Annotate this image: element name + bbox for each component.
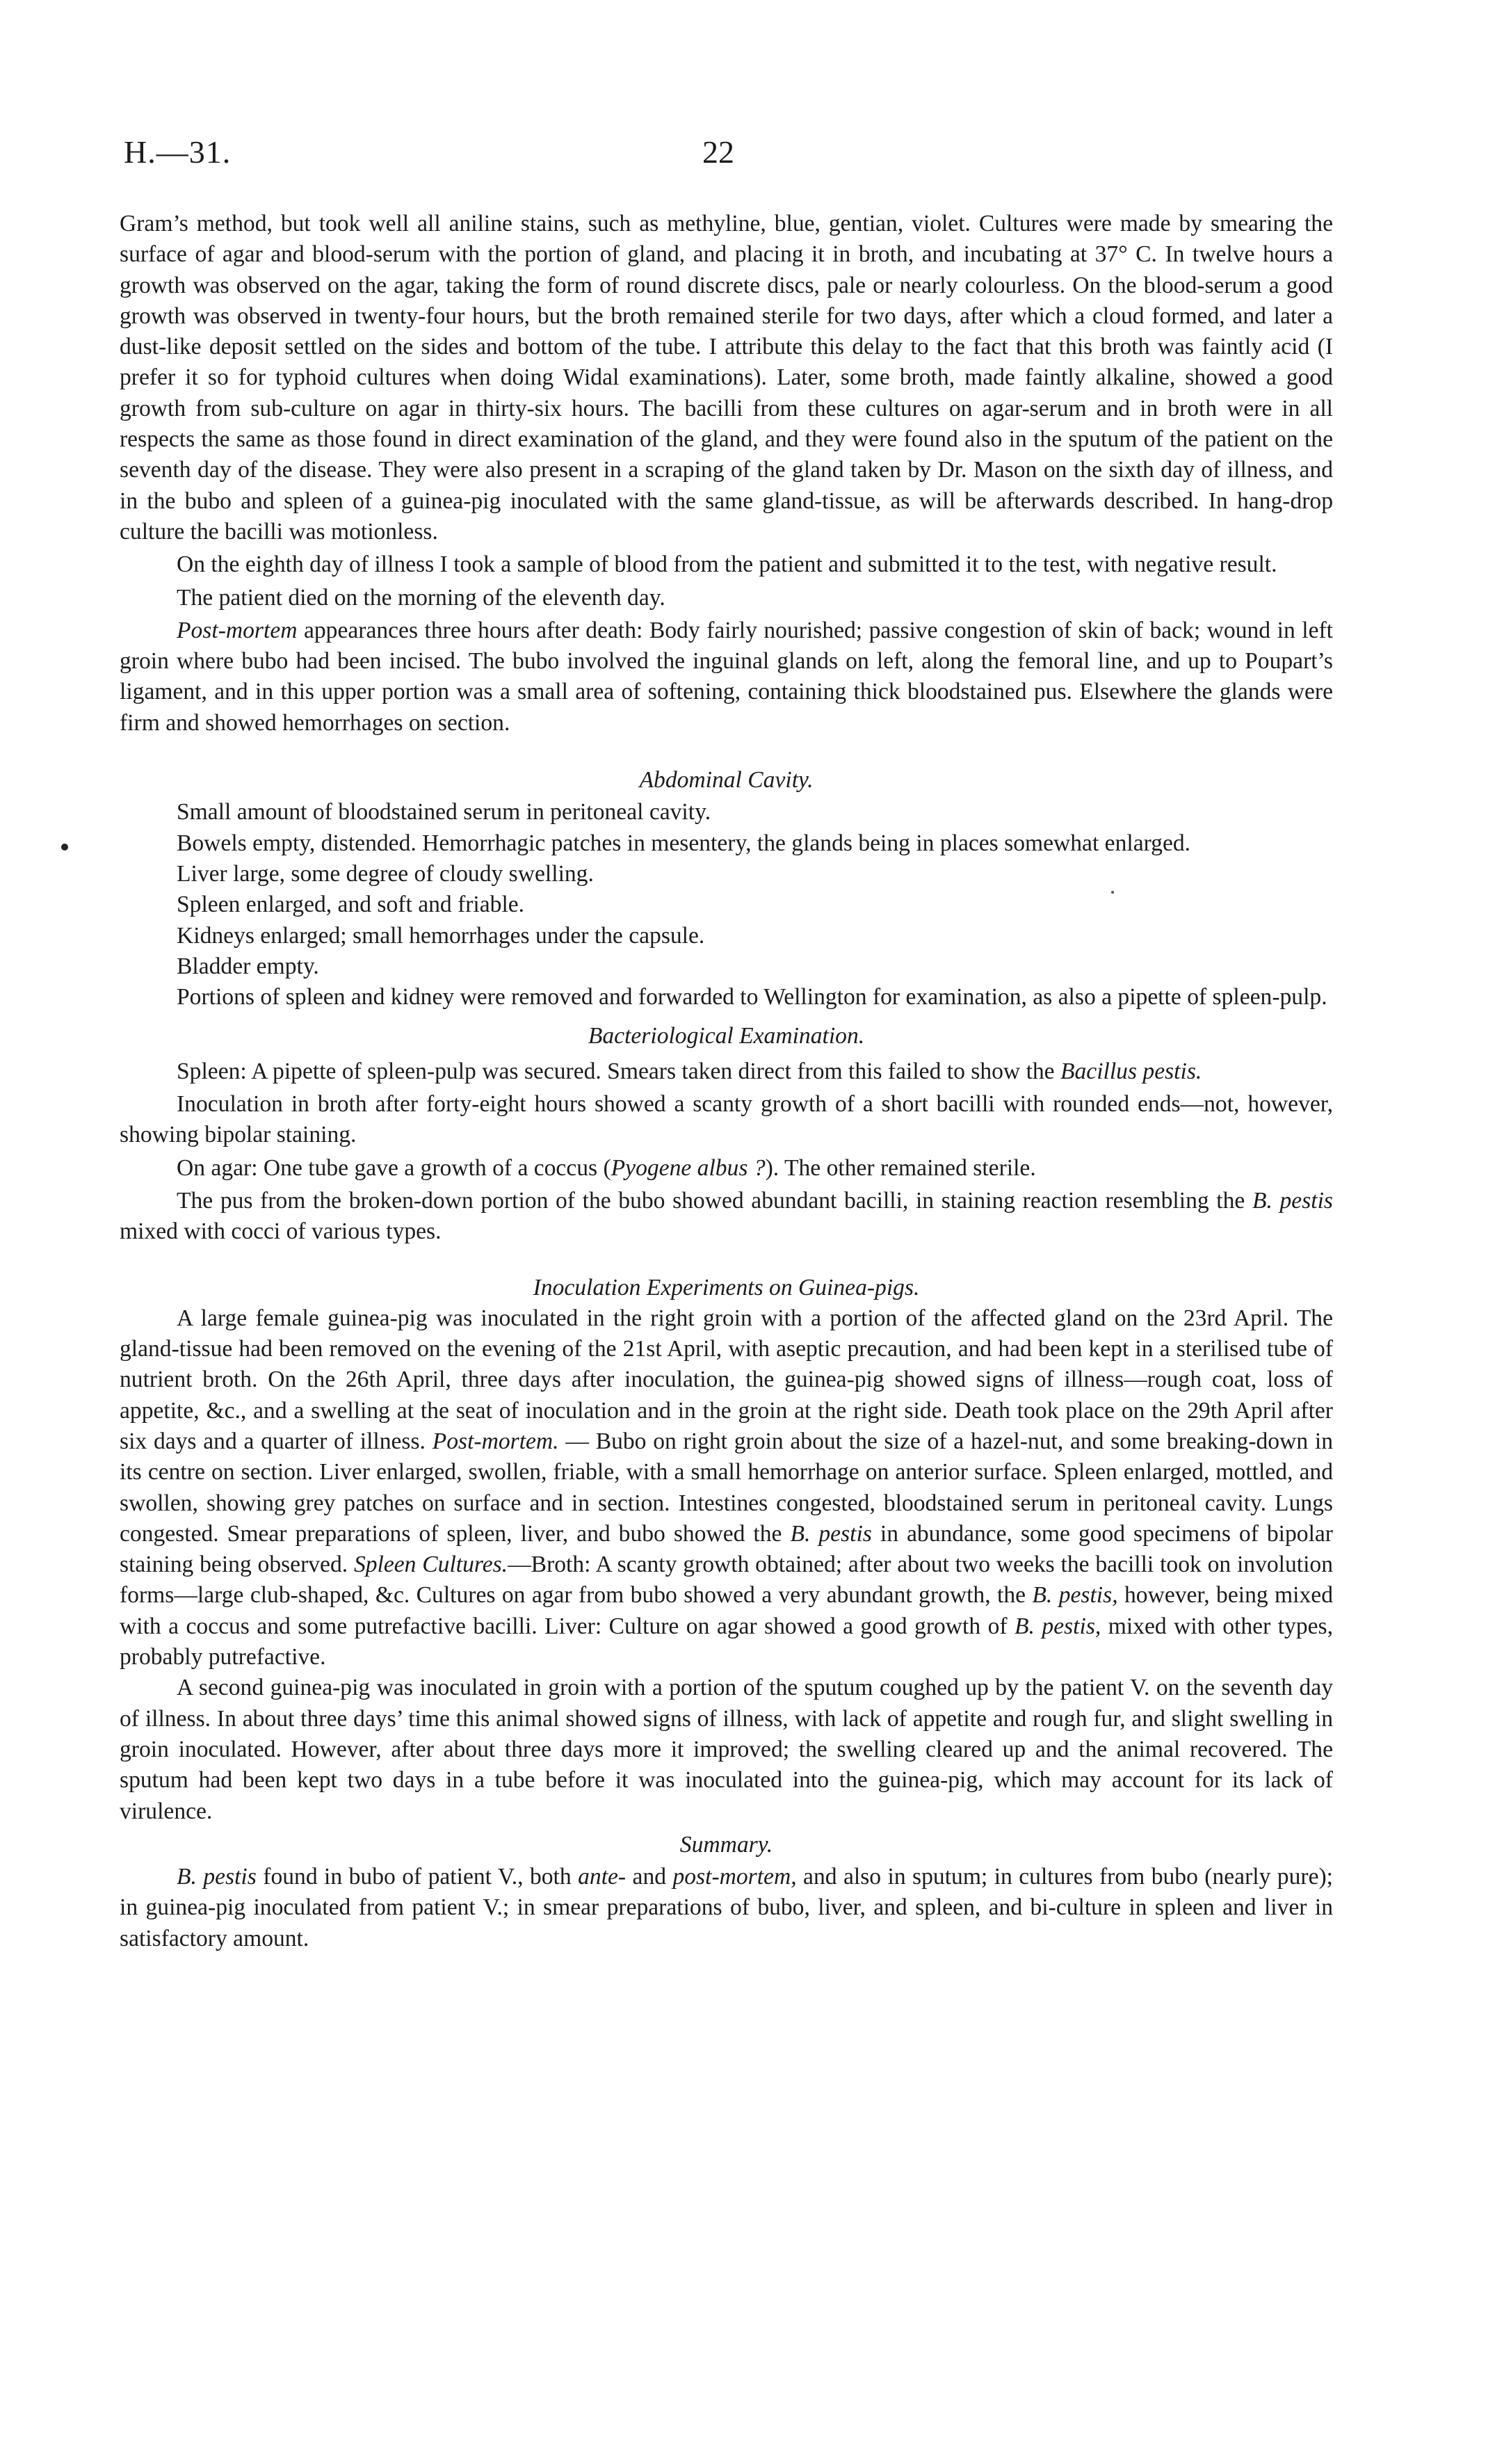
paragraph-blood-test: On the eighth day of illness I took a sample of blood from the patient and submitted it to the test, with negative result. bbox=[177, 551, 1277, 578]
emphasis-post-mortem-3: post-mortem, bbox=[672, 1864, 797, 1890]
abdominal-line-1: Small amount of bloodstained serum in peritoneal cavity. bbox=[177, 799, 711, 826]
inoculation-text-e: however, being mixed with a coccus and some putrefactive bacilli. Liver: Culture on agar showed a good growth of bbox=[120, 1582, 1333, 1639]
inoculation-text-a: A large female guinea-pig was inoculated in the right groin with a portion of the affected gland on the 23rd April. The gland-tissue had been removed on the evening of the 21st April, with aseptic precaution, and had been kept in a sterilised tube of nutrient broth. On the 26th April, three days after inoculation, the guinea-pig showed signs of illness—rough coat, loss of appetite, &c., and a swelling at the seat of inoculation and in the groin at the right side. Death took place on the 29th April after six days and a quarter of illness. bbox=[120, 1305, 1333, 1454]
summary-text-3: and also in sputum; in cultures from bubo (nearly pure); in guinea-pig inoculated from patient V.; in smear preparations of bubo, liver, and spleen, and bi-culture in spleen and liver in satisfactory amount. bbox=[120, 1864, 1333, 1951]
pus-text-a: The pus from the broken-down portion of the bubo showed abundant bacilli, in staining reaction resembling the bbox=[177, 1187, 1252, 1214]
inoculation-first-guinea-pig bbox=[120, 1303, 1333, 1673]
emphasis-ante: ante- bbox=[578, 1864, 627, 1890]
page-number: 22 bbox=[702, 134, 734, 170]
bacteriological-pus bbox=[120, 1186, 1333, 1248]
inoculation-text-f: mixed with other types, probably putrefactive. bbox=[120, 1613, 1333, 1670]
emphasis-post-mortem-2: Post-mortem. bbox=[432, 1428, 559, 1454]
emphasis-b-pestis-5: B. pestis bbox=[177, 1864, 257, 1890]
paragraph-death: The patient died on the morning of the eleventh day. bbox=[177, 584, 665, 611]
inoculation-text-b: — Bubo on right groin about the size of a hazel-nut, and some breaking-down in its centre on section. Liver enlarged, swollen, friable, with a small hemorrhage on anterior surface. Spleen enlarged, mottled, and swollen, showing grey patches on surface and in section. Intestines congested, bloodstained serum in peritoneal cavity. Lungs congested. Smear preparations of spleen, liver, and bubo showed the bbox=[120, 1428, 1333, 1547]
emphasis-b-pestis: B. pestis bbox=[1252, 1187, 1333, 1214]
abdominal-line-5: Kidneys enlarged; small hemorrhages under the capsule. bbox=[177, 922, 705, 949]
margin-dot bbox=[61, 844, 68, 851]
spleen-text: Spleen: A pipette of spleen-pulp was secured. Smears taken direct from this failed to show the bbox=[177, 1058, 1060, 1084]
document-reference: H.—31. bbox=[124, 134, 232, 170]
emphasis-b-pestis-4: B. pestis, bbox=[1015, 1613, 1101, 1639]
bacteriological-agar bbox=[120, 1153, 1333, 1184]
paragraph-post-mortem bbox=[120, 615, 1333, 739]
abdominal-line-4: Spleen enlarged, and soft and friable. bbox=[177, 892, 525, 918]
heading-bacteriological-examination: Bacteriological Examination. bbox=[588, 1023, 865, 1049]
emphasis-b-pestis-3: B. pestis, bbox=[1032, 1582, 1118, 1609]
agar-text-a: On agar: One tube gave a growth of a coccus ( bbox=[177, 1154, 611, 1181]
heading-inoculation-experiments: Inoculation Experiments on Guinea-pigs. bbox=[533, 1274, 920, 1301]
abdominal-line-3: Liver large, some degree of cloudy swelling. bbox=[177, 860, 594, 887]
emphasis-b-pestis-2: B. pestis bbox=[790, 1520, 872, 1547]
body-text bbox=[120, 209, 1333, 1954]
inoculation-text-d: —Broth: A scanty growth obtained; after about two weeks the bacilli took on involution forms—large club-shaped, &c. Cultures on agar from bubo showed a very abundant growth, the bbox=[120, 1552, 1334, 1609]
summary-text-1: found in bubo of patient V., both bbox=[256, 1864, 579, 1890]
inoculation-text-c: in abundance, some good specimens of bipolar staining being observed. bbox=[120, 1520, 1333, 1578]
post-mortem-text: appearances three hours after death: Body fairly nourished; passive congestion of skin of back; wound in left groin where bubo had been incised. The bubo involved the inguinal glands on left, along the femoral line, and up to Poupart’s ligament, and in this upper portion was a small area of softening, containing thick bloodstained pus. Elsewhere the glands were firm and showed hemorrhages on section. bbox=[120, 617, 1333, 736]
paragraph-continuation: Gram’s method, but took well all aniline stains, such as methyline, blue, gentian, violet. Cultures were made by smearing the surface of agar and blood-serum with the portion of gland, and placing it in broth, and incubating at 37° C. In twelve hours a growth was observed on the agar, taking the form of round discrete discs, pale or nearly colourless. On the blood-serum a good growth was observed in twenty-four hours, but the broth remained sterile for two days, after which a cloud formed, and later a dust-like deposit settled on the sides and bottom of the tube. I attribute this delay to the fact that this broth was faintly acid (I prefer it so for typhoid cultures when doing Widal examinations). Later, some broth, made faintly alkaline, showed a good growth from sub-culture on agar in thirty-six hours. The bacilli from these cultures on agar-serum and in broth were in all respects the same as those found in direct examination of the gland, and they were found also in the sputum of the patient on the seventh day of the disease. They were also present in a scraping of the gland taken by Dr. Mason on the sixth day of illness, and in the bubo and spleen of a guinea-pig inoculated with the same gland-tissue, as will be afterwards described. In hang-drop culture the bacilli was motionless. bbox=[120, 211, 1333, 545]
heading-summary: Summary. bbox=[679, 1831, 773, 1858]
inoculation-second-guinea-pig: A second guinea-pig was inoculated in groin with a portion of the sputum coughed up by the patient V. on the seventh day of illness. In about three days’ time this animal showed signs of illness, with lack of appetite and rough fur, and slight swelling in groin inoculated. However, after about three days more it improved; the swelling cleared up and the animal recovered. The sputum had been kept two days in a tube before it was inoculated into the guinea-pig, which may account for its lack of virulence. bbox=[120, 1675, 1333, 1824]
emphasis-post-mortem: Post-mortem bbox=[177, 617, 298, 643]
pus-text-b: mixed with cocci of various types. bbox=[120, 1218, 442, 1245]
summary-paragraph bbox=[120, 1862, 1333, 1954]
heading-abdominal-cavity: Abdominal Cavity. bbox=[639, 767, 814, 794]
bacteriological-broth: Inoculation in broth after forty-eight hours showed a scanty growth of a short bacilli with rounded ends—not, however, showing bipolar staining. bbox=[120, 1091, 1333, 1148]
abdominal-line-6: Bladder empty. bbox=[177, 953, 319, 979]
emphasis-spleen-cultures: Spleen Cultures. bbox=[353, 1552, 508, 1578]
abdominal-line-2: Bowels empty, distended. Hemorrhagic patches in mesentery, the glands being in places somewhat enlarged. bbox=[177, 830, 1191, 856]
summary-text-2: and bbox=[626, 1864, 673, 1890]
abdominal-line-7: Portions of spleen and kidney were removed and forwarded to Wellington for examination, as also a pipette of spleen-pulp. bbox=[177, 984, 1327, 1010]
emphasis-bacillus-pestis: Bacillus pestis. bbox=[1060, 1058, 1202, 1084]
bacteriological-spleen bbox=[120, 1056, 1333, 1087]
emphasis-pyogene-albus: Pyogene albus ? bbox=[611, 1154, 766, 1181]
agar-text-b: ). The other remained sterile. bbox=[765, 1154, 1036, 1181]
